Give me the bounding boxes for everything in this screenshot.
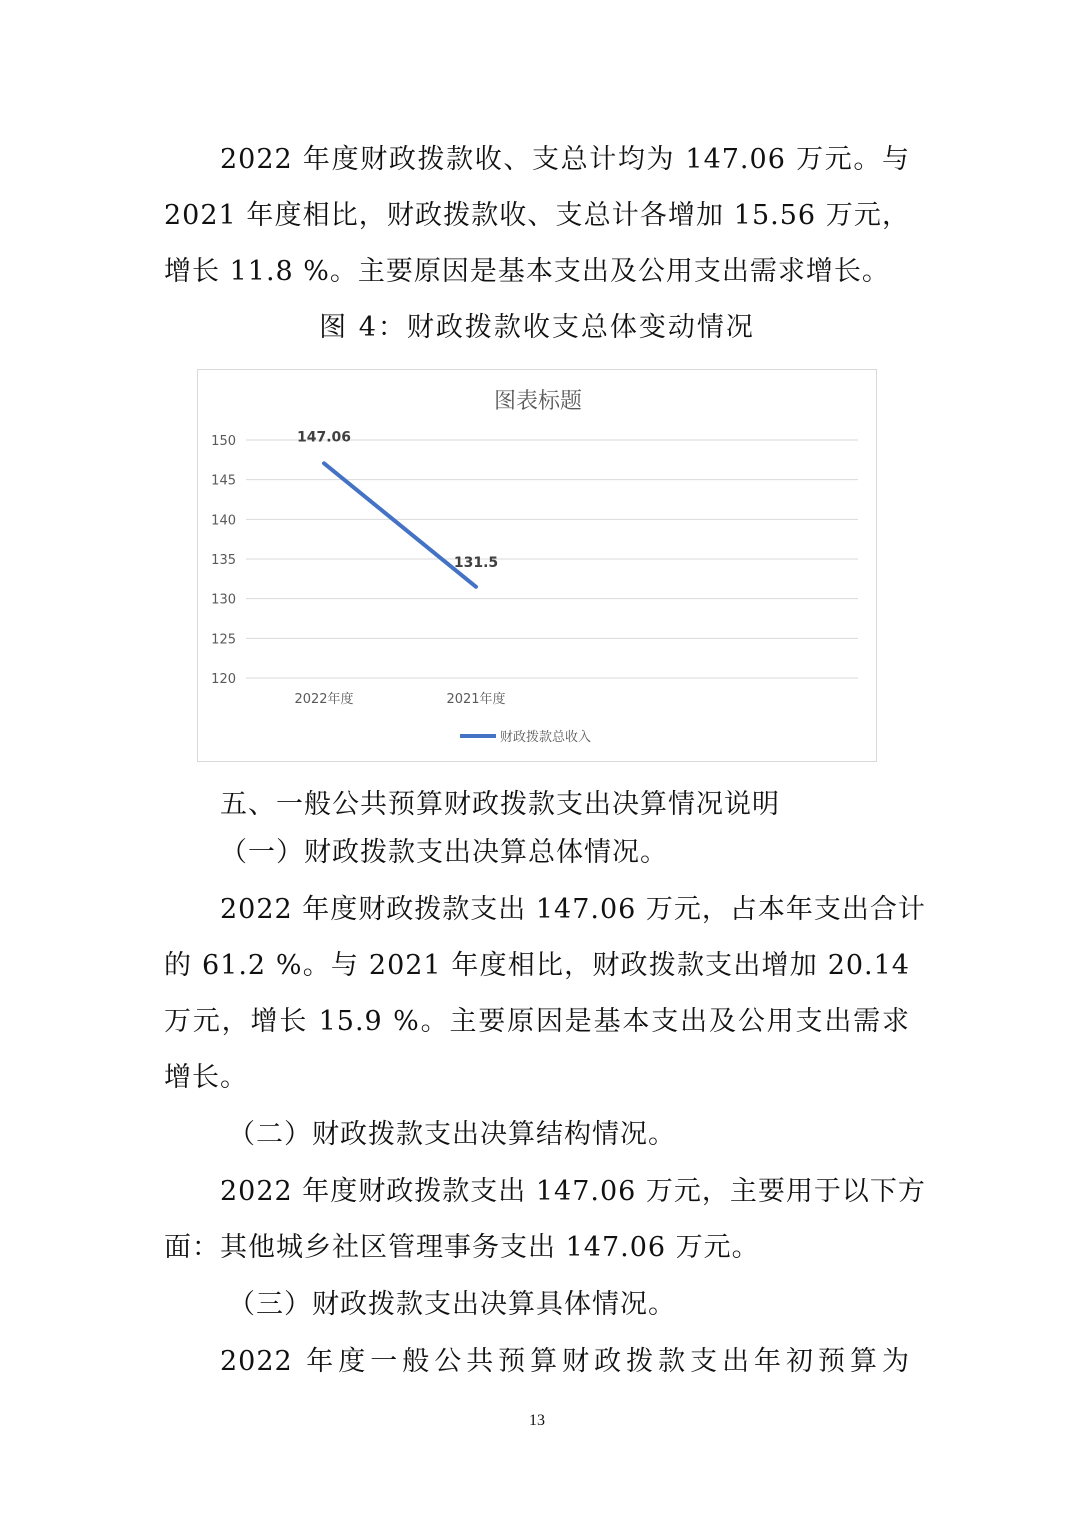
figure-caption: 图 4：财政拨款收支总体变动情况: [319, 312, 755, 343]
section5-p1-line1: 2022 年度财政拨款支出 147.06 万元，占本年支出合计: [220, 894, 926, 925]
paragraph1-line3: 增长 11.8 %。主要原因是基本支出及公用支出需求增长。: [164, 256, 890, 287]
page-number: 13: [529, 1412, 545, 1429]
subheading-2: （二）财政拨款支出决算结构情况。: [228, 1119, 676, 1150]
section-heading: 五、一般公共预算财政拨款支出决算情况说明: [220, 789, 780, 820]
paragraph1-line1: 2022 年度财政拨款收、支总计均为 147.06 万元。与: [220, 144, 910, 175]
section5-p1-line2: 的 61.2 %。与 2021 年度相比，财政拨款支出增加 20.14: [164, 950, 910, 981]
x-tick-label: 2022年度: [294, 692, 354, 707]
y-tick-label: 120: [211, 672, 236, 687]
y-tick-label: 150: [211, 434, 236, 449]
chart-title: 图表标题: [493, 389, 583, 414]
section5-p1-line4: 增长。: [164, 1062, 248, 1093]
paragraph1-line2: 2021 年度相比，财政拨款收、支总计各增加 15.56 万元，: [164, 200, 910, 231]
subheading-1: （一）财政拨款支出决算总体情况。: [220, 837, 668, 868]
y-tick-label: 125: [211, 632, 236, 648]
y-tick-label: 130: [211, 592, 236, 608]
section5-p2-line1: 2022 年度财政拨款支出 147.06 万元，主要用于以下方: [220, 1176, 926, 1207]
y-tick-label: 135: [211, 553, 236, 568]
chart-canvas: [198, 370, 878, 763]
y-tick-label: 140: [211, 513, 236, 529]
section5-p3-line1: 2022 年度一般公共预算财政拨款支出年初预算为: [220, 1346, 910, 1377]
data-label: 131.5: [453, 554, 499, 571]
section5-p2-line2: 面：其他城乡社区管理事务支出 147.06 万元。: [164, 1232, 760, 1263]
section5-p1-line3: 万元，增长 15.9 %。主要原因是基本支出及公用支出需求: [164, 1006, 910, 1037]
y-tick-label: 145: [211, 473, 236, 489]
x-tick-label: 2021年度: [446, 692, 506, 707]
subheading-3: （三）财政拨款支出决算具体情况。: [228, 1289, 676, 1320]
line-chart: [197, 369, 877, 762]
data-label: 147.06: [296, 429, 352, 446]
legend-label: 财政拨款总收入: [500, 730, 592, 745]
